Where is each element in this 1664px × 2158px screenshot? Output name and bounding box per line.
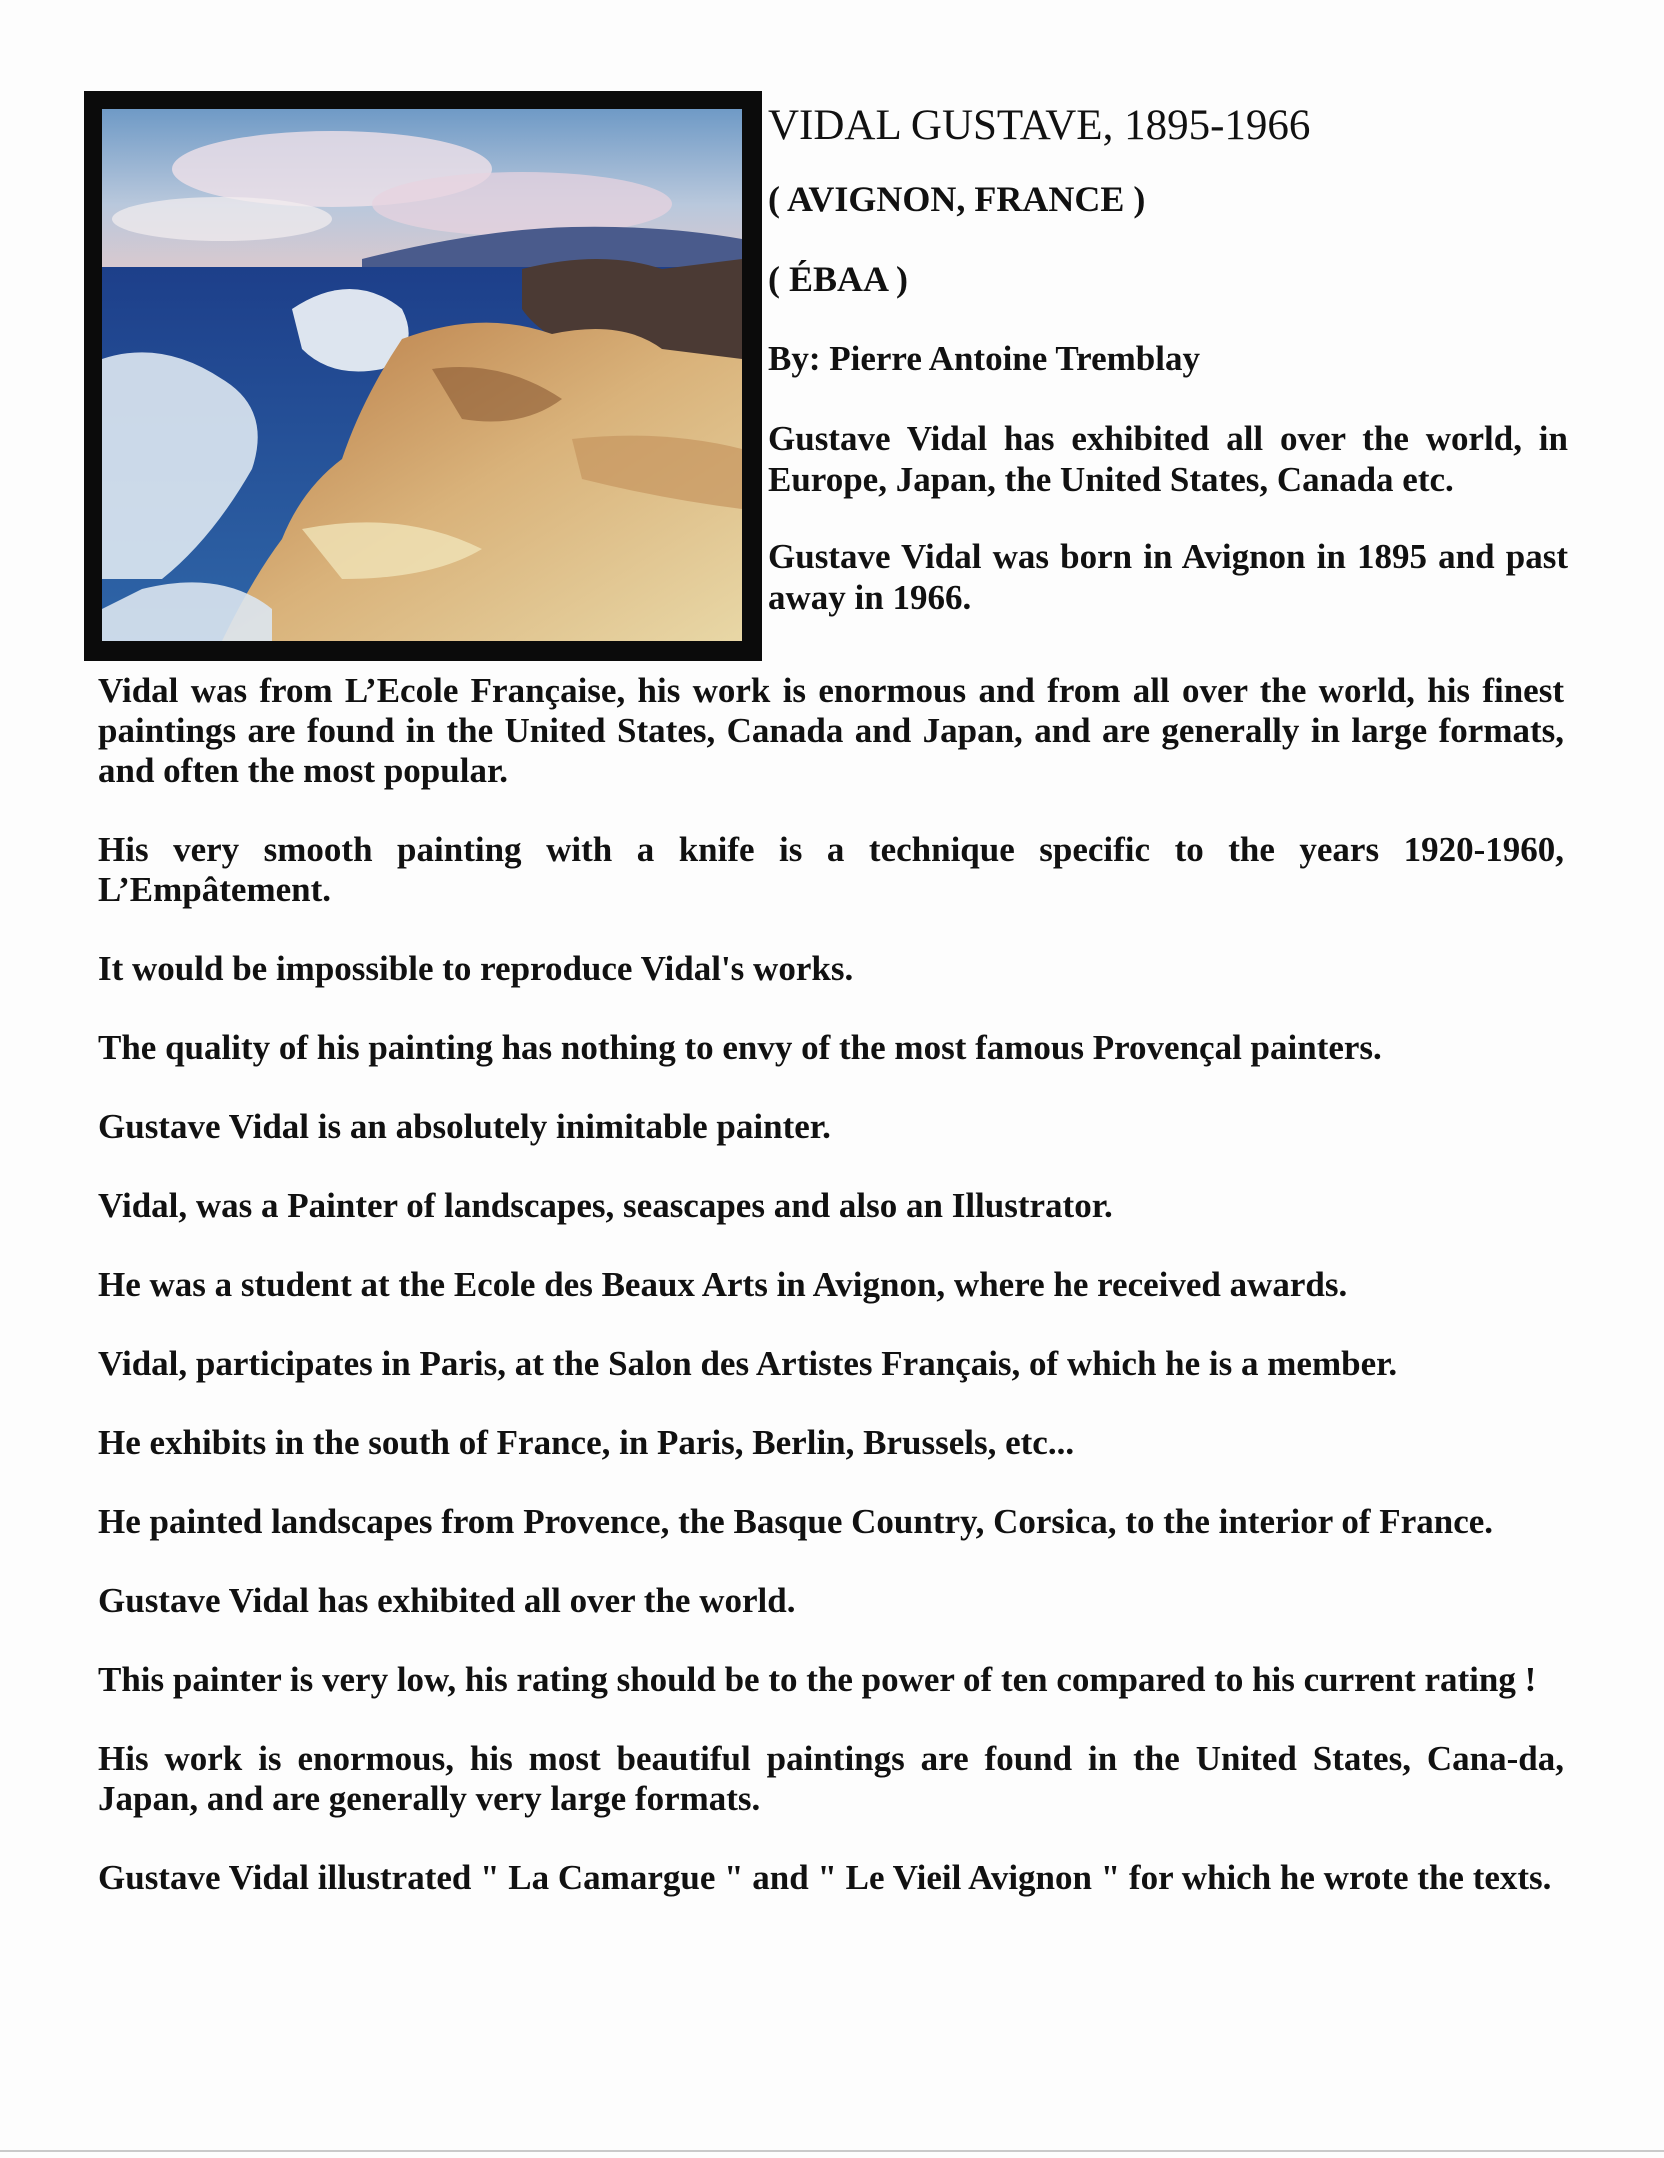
body-paragraph: His work is enormous, his most beautiful paintings are found in the United States, Cana-da, Japan, and are generally very large formats. <box>98 1739 1564 1818</box>
author-byline: By: Pierre Antoine Tremblay <box>768 339 1200 378</box>
body-paragraph: Vidal, participates in Paris, at the Salon des Artistes Français, of which he is a member. <box>98 1344 1398 1383</box>
artist-title: VIDAL GUSTAVE, 1895-1966 <box>768 102 1311 149</box>
body-paragraph: The quality of his painting has nothing to envy of the most famous Provençal painters. <box>98 1028 1382 1067</box>
page-bottom-rule <box>0 2150 1664 2152</box>
body-paragraph: This painter is very low, his rating should be to the power of ten compared to his current rating ! <box>98 1660 1537 1699</box>
intro-paragraph: Gustave Vidal was born in Avignon in 1895 and past away in 1966. <box>768 537 1568 617</box>
painting-image <box>102 109 742 641</box>
body-paragraph: He painted landscapes from Provence, the Basque Country, Corsica, to the interior of France. <box>98 1502 1494 1541</box>
body-paragraph: Vidal was from L’Ecole Française, his work is enormous and from all over the world, his finest paintings are found in the United States, Canada and Japan, and are generally in large formats, and often the most popular. <box>98 671 1564 790</box>
body-paragraph: Gustave Vidal has exhibited all over the world. <box>98 1581 796 1620</box>
body-paragraph: Gustave Vidal is an absolutely inimitable painter. <box>98 1107 831 1146</box>
body-paragraph: His very smooth painting with a knife is a technique specific to the years 1920-1960, L’Empâtement. <box>98 830 1564 909</box>
intro-paragraph: Gustave Vidal has exhibited all over the world, in Europe, Japan, the United States, Canada etc. <box>768 419 1568 499</box>
body-text <box>98 671 1564 1937</box>
location-line: ( AVIGNON, FRANCE ) <box>768 179 1146 219</box>
body-paragraph: He exhibits in the south of France, in Paris, Berlin, Brussels, etc... <box>98 1423 1075 1462</box>
header-block <box>768 96 1568 654</box>
body-paragraph: Gustave Vidal illustrated " La Camargue " and " Le Vieil Avignon " for which he wrote the texts. <box>98 1858 1552 1897</box>
abbreviation-line: ( ÉBAA ) <box>768 259 909 299</box>
body-paragraph: He was a student at the Ecole des Beaux Arts in Avignon, where he received awards. <box>98 1265 1348 1304</box>
intro-paragraphs <box>768 418 1568 618</box>
seascape-painting <box>84 91 762 661</box>
body-paragraph: Vidal, was a Painter of landscapes, seascapes and also an Illustrator. <box>98 1186 1113 1225</box>
body-paragraph: It would be impossible to reproduce Vidal's works. <box>98 949 854 988</box>
